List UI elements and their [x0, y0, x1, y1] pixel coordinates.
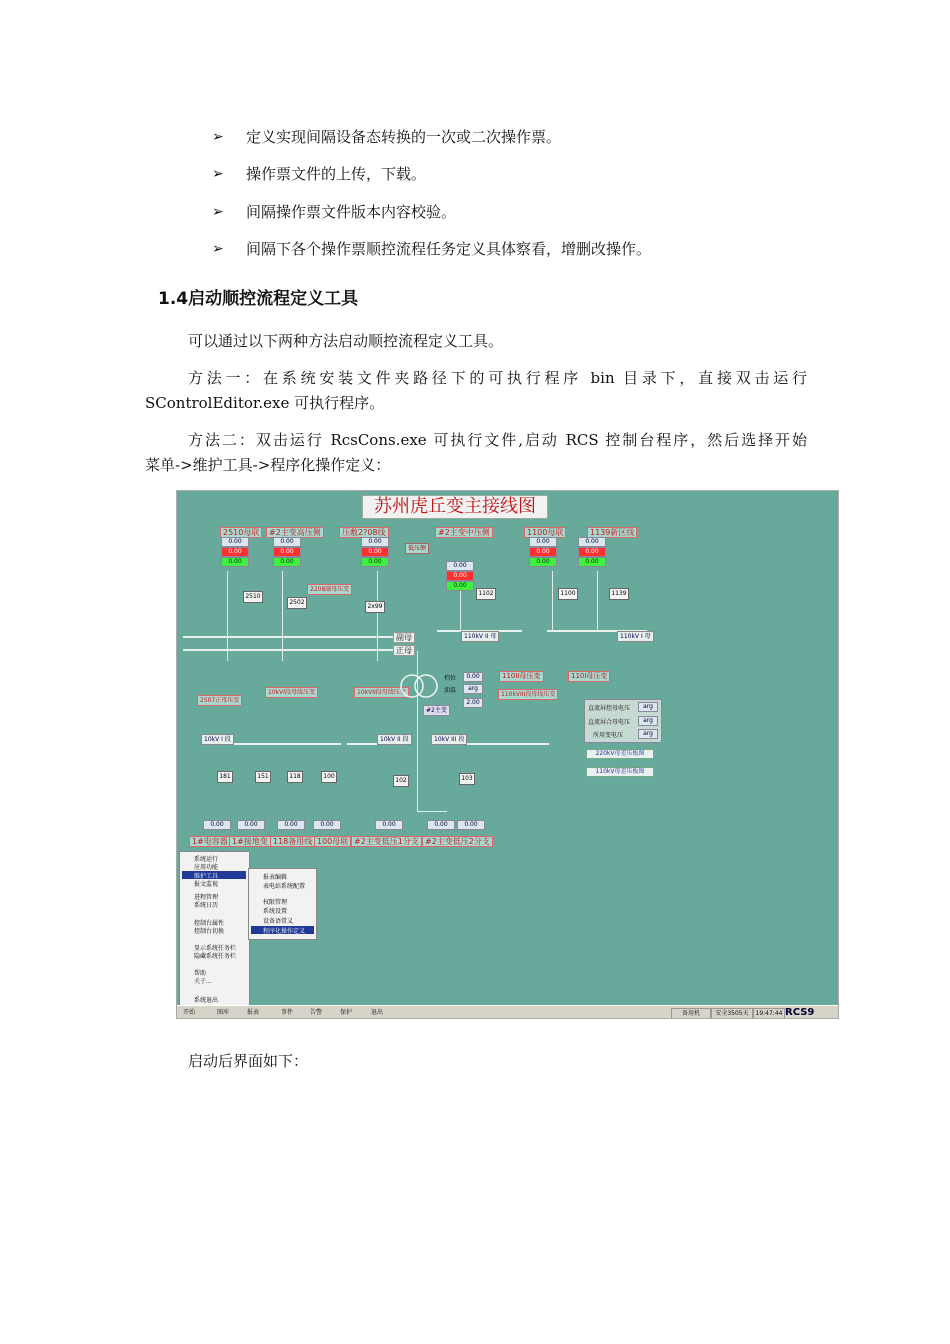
- pt-label: 2507正母压变: [197, 695, 242, 706]
- measure-value: 0.00: [273, 537, 301, 547]
- measure-value: 0.00: [446, 561, 474, 571]
- pt-label: 110II母压变: [499, 671, 544, 682]
- taskbar: [177, 1005, 839, 1019]
- bay-label[interactable]: 1100母联: [524, 527, 566, 538]
- dc-value: arg: [638, 702, 658, 712]
- pt-label: 2208副母压变: [307, 584, 352, 595]
- bus-label: 110kV I 母: [617, 631, 654, 642]
- measure-value: 0.00: [361, 557, 389, 567]
- bullet-text: 操作票文件的上传，下载。: [246, 165, 427, 183]
- method1-line1: 方法一：在系统安装文件夹路径下的可执行程序 bin 目录下，直接双击运行: [188, 369, 807, 387]
- measure-value: 0.00: [221, 547, 249, 557]
- submenu-item[interactable]: 设备语常义: [263, 918, 294, 925]
- menu-item[interactable]: 关于...: [194, 978, 212, 985]
- measure-value: 0.00: [427, 820, 455, 830]
- bus-label: 10kV III 段: [431, 734, 467, 745]
- menu-item[interactable]: 进程管理: [194, 894, 219, 901]
- dc-label: 直流屏控母电压: [588, 705, 631, 712]
- menu-item[interactable]: 应用功能: [194, 864, 219, 871]
- menu-item[interactable]: 系统日历: [194, 902, 219, 909]
- tap-panel: [443, 672, 483, 708]
- measure-value: 0.00: [237, 820, 265, 830]
- submenu-item[interactable]: 系统设置: [263, 908, 288, 915]
- tray-status: 备用机: [671, 1008, 711, 1019]
- feeder-label[interactable]: 1#电容器: [189, 836, 231, 847]
- measure-value: 0.00: [203, 820, 231, 830]
- measure-value: 0.00: [273, 547, 301, 557]
- diagram-title: 苏州虎丘变主接线图: [362, 495, 548, 519]
- tap-temp-value: arg: [463, 684, 483, 694]
- measure-value: 0.00: [221, 557, 249, 567]
- dc-label: 所用变电压: [593, 732, 624, 739]
- bay-label[interactable]: 1139新区线: [587, 527, 637, 538]
- feeder-label[interactable]: 100母联: [314, 836, 351, 847]
- feeder-label[interactable]: 118备用线: [270, 836, 315, 847]
- bay-label[interactable]: 压敷2?08线: [339, 527, 389, 538]
- breaker-box[interactable]: 2502: [287, 597, 307, 609]
- feeder-box[interactable]: 103: [459, 773, 475, 785]
- menu-item[interactable]: 报文监视: [194, 881, 219, 888]
- bay-label[interactable]: #2主变中压侧: [435, 527, 493, 538]
- taskbar-button[interactable]: 图库: [217, 1009, 230, 1016]
- measure-value: 0.00: [578, 547, 606, 557]
- pt-label: 10kVI段母线压变: [265, 687, 318, 698]
- measure-value: 0.00: [313, 820, 341, 830]
- breaker-box[interactable]: 1100: [558, 588, 578, 600]
- bullet-text: 定义实现间隔设备态转换的一次或二次操作票。: [246, 128, 562, 146]
- method2-line2: 菜单->维护工具->程序化操作定义：: [145, 456, 391, 474]
- arrow-bullet-icon: ➢: [212, 204, 224, 220]
- bay-label[interactable]: #2主变高压侧: [266, 527, 324, 538]
- submenu-item[interactable]: 报表编辑: [263, 874, 288, 881]
- measure-value: 0.00: [578, 557, 606, 567]
- menu-item[interactable]: 控制台属性: [194, 920, 225, 927]
- bay-label[interactable]: 2510母联: [220, 527, 262, 538]
- rcs-console-screenshot: [176, 490, 839, 1019]
- pt-label: 110kVIII段母线压变: [498, 689, 558, 700]
- measure-value: 0.00: [375, 820, 403, 830]
- taskbar-button[interactable]: 事件: [281, 1009, 294, 1016]
- arrow-bullet-icon: ➢: [212, 241, 224, 257]
- bus-label: 110kV II 母: [461, 631, 499, 642]
- tap-pos-label: 档位: [444, 675, 457, 682]
- feeder-box[interactable]: 181: [217, 771, 233, 783]
- transformer-name[interactable]: #2主变: [423, 705, 450, 716]
- measure-value: 0.00: [529, 557, 557, 567]
- submenu-item-sequence-define[interactable]: 程序化操作定义: [263, 928, 306, 935]
- bullet-text: 间隔下各个操作票顺控流程任务定义具体察看，增删改操作。: [246, 240, 652, 258]
- busbar: [183, 636, 413, 638]
- feeder-label[interactable]: 1#接地变: [229, 836, 271, 847]
- measure-value: 0.00: [446, 571, 474, 581]
- busbar: [183, 649, 413, 651]
- measure-value: 0.00: [273, 557, 301, 567]
- busbar-protection-110-button[interactable]: 110kV母差压板图: [586, 767, 654, 777]
- after-paragraph: 启动后界面如下：: [188, 1052, 309, 1070]
- tap-extra-value: 2.00: [463, 698, 483, 708]
- bus-label: 副母: [393, 632, 415, 643]
- menu-item-maintenance[interactable]: 维护工具: [194, 873, 219, 880]
- arrow-bullet-icon: ➢: [212, 166, 224, 182]
- menu-item[interactable]: 系统运行: [194, 856, 219, 863]
- dc-value: arg: [638, 729, 658, 739]
- taskbar-button[interactable]: 报表: [247, 1009, 260, 1016]
- bus-label: 10kV II 段: [377, 734, 412, 745]
- measure-value: 0.00: [457, 820, 485, 830]
- measure-value: 0.00: [529, 547, 557, 557]
- transformer-icon[interactable]: [399, 671, 439, 701]
- tap-pos-value: 0.00: [463, 672, 483, 682]
- menu-item[interactable]: 显示系统任务栏: [194, 945, 237, 952]
- measure-value: 0.00: [446, 581, 474, 591]
- measure-value: 0.00: [221, 537, 249, 547]
- tap-temp-label: 油温: [444, 687, 457, 694]
- dc-voltage-panel: [584, 699, 662, 743]
- start-button[interactable]: 开始: [183, 1009, 196, 1016]
- dc-value: arg: [638, 716, 658, 726]
- feeder-label[interactable]: #2主变低压1分支: [351, 836, 422, 847]
- submenu-item[interactable]: 表电站系统配置: [263, 883, 306, 890]
- measure-value: 0.00: [578, 537, 606, 547]
- section-heading: 1.4启动顺控流程定义工具: [158, 289, 359, 309]
- menu-item-exit[interactable]: 系统退出: [194, 997, 219, 1004]
- breaker-box[interactable]: 2510: [243, 591, 263, 603]
- feeder-box[interactable]: 102: [393, 775, 409, 787]
- bullet-text: 间隔操作票文件版本内容校验。: [246, 203, 457, 221]
- taskbar-button[interactable]: 保护: [340, 1009, 353, 1016]
- feeder-box[interactable]: 118: [287, 771, 303, 783]
- method1-line2: SControlEditor.exe 可执行程序。: [145, 394, 385, 412]
- busbar-protection-220-button[interactable]: 220kV母差压板图: [586, 749, 654, 759]
- breaker-box[interactable]: 1102: [476, 588, 496, 600]
- feeder-box[interactable]: 100: [321, 771, 337, 783]
- bus-label: 10kV I 段: [201, 734, 234, 745]
- pt-label: 110I母压变: [568, 671, 610, 682]
- tray-clock: 19:47:44: [753, 1008, 785, 1019]
- menu-item[interactable]: 隐藏系统任务栏: [194, 953, 237, 960]
- measure-value: 0.00: [361, 547, 389, 557]
- feeder-box[interactable]: 151: [255, 771, 271, 783]
- measure-value: 0.00: [529, 537, 557, 547]
- feeder-label[interactable]: #2主变低压2分支: [422, 836, 493, 847]
- measure-value: 0.00: [277, 820, 305, 830]
- dc-label: 直流屏合母电压: [588, 719, 631, 726]
- measure-value: 0.00: [361, 537, 389, 547]
- bus-label: 正母: [393, 645, 415, 656]
- taskbar-button[interactable]: 退出: [371, 1009, 384, 1016]
- pt-label: 10kVII段母线压变: [354, 687, 409, 698]
- menu-item[interactable]: 控制台切换: [194, 928, 225, 935]
- maintenance-submenu: [248, 868, 317, 940]
- arrow-bullet-icon: ➢: [212, 129, 224, 145]
- breaker-box[interactable]: 1139: [609, 588, 629, 600]
- intro-paragraph: 可以通过以下两种方法启动顺控流程定义工具。: [188, 332, 504, 350]
- small-tag: 低压侧: [405, 543, 429, 554]
- breaker-box[interactable]: 2x99: [365, 601, 385, 613]
- tray-status: 安全3505天: [711, 1008, 753, 1019]
- menu-item[interactable]: 帮助: [194, 970, 207, 977]
- submenu-item[interactable]: 权限管理: [263, 899, 288, 906]
- method2-line1: 方法二：双击运行 RcsCons.exe 可执行文件,启动 RCS 控制台程序，然后选择开始: [188, 431, 807, 449]
- start-menu: [179, 851, 250, 1007]
- taskbar-button[interactable]: 告警: [310, 1009, 323, 1016]
- brand-logo: RCS9: [785, 1007, 815, 1018]
